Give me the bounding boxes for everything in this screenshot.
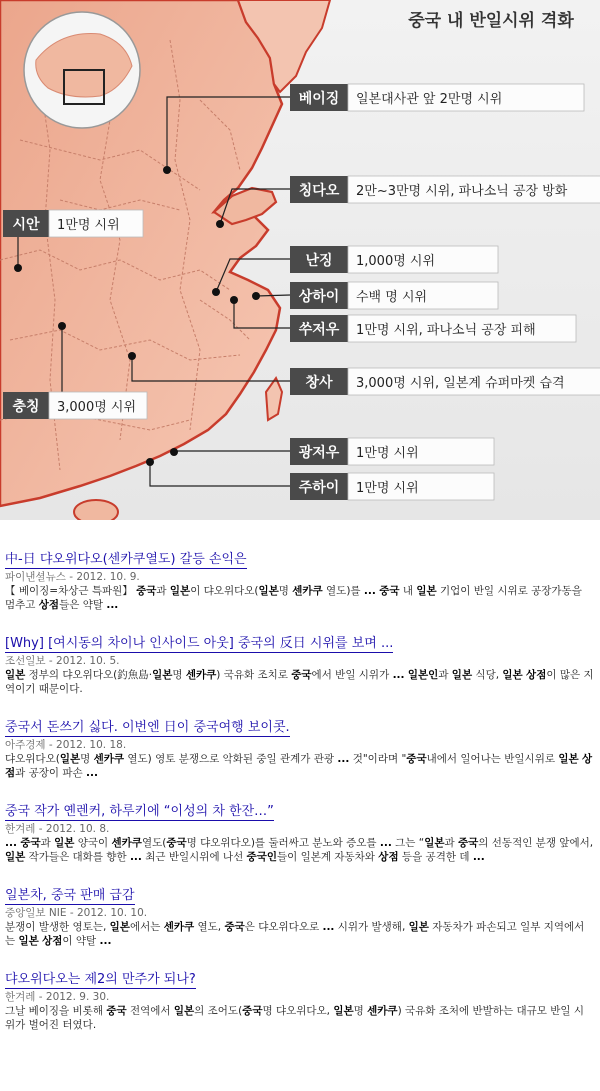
result-item [0,716,600,780]
protest-description: 수백 명 시위 [356,290,428,305]
result-snippet: ... 중국과 일본 양국이 센카쿠열도(중국명 댜오위다오)를 둘러싸고 분노와 증오를 ... 그는 “일본과 중국의 선동적인 분쟁 앞에서, 일본 작가들은 대화를 향한 ... 최근 반일시위에 나선 중국인들이 일본계 자동차와 상점 등을 공격한 데 ... [5,837,594,863]
result-source: 조선일보 - 2012. 10. 5. [5,655,120,667]
city-name: 쑤저우 [298,322,340,338]
protest-description: 1,000명 시위 [356,254,436,269]
city-name: 상하이 [298,289,340,305]
hainan-island [74,500,118,520]
result-snippet: 댜오위다오(일본명 센카쿠 열도) 영토 분쟁으로 악화된 중일 관계가 관광 ... 것"이라며 "중국내에서 일어나는 반일시위로 일본 상점과 공장이 파손 ... [5,753,593,779]
city-name: 칭다오 [298,183,340,199]
city-marker-dot [170,448,178,456]
result-source: 아주경제 - 2012. 10. 18. [5,739,127,751]
city-marker-dot [230,296,238,304]
result-title-link[interactable]: [Why] [여시동의 차이나 인사이드 아웃] 중국의 反日 시위를 보며 ... [5,636,394,651]
city-name: 베이징 [298,91,340,107]
result-item [0,968,600,1032]
city-marker-dot [128,352,136,360]
inset-globe [24,12,140,128]
protest-description: 3,000명 시위 [57,400,137,415]
city-marker-dot [163,166,171,174]
protest-description: 3,000명 시위, 일본계 슈퍼마켓 습격 [356,376,565,391]
result-source: 중앙일보 NIE - 2012. 10. 10. [5,907,148,919]
result-title-link[interactable]: 댜오위다오는 제2의 만주가 되나? [5,972,196,987]
result-item [0,800,600,864]
protest-description: 일본대사관 앞 2만명 시위 [356,92,503,107]
result-snippet: 【 베이징=차상근 특파원】 중국과 일본이 댜오위다오(일본명 센카쿠 열도)를 ... 중국 내 일본 기업이 반일 시위로 공장가동을 멈추고 상점들은 약탈 ... [5,585,582,611]
city-marker-dot [216,220,224,228]
result-item [0,884,600,948]
result-title-link[interactable]: 중국서 돈쓰기 싫다. 이번엔 日이 중국여행 보이콧. [5,720,290,735]
result-title-link[interactable]: 中-日 댜오위다오(센카쿠열도) 갈등 손익은 [5,552,247,567]
result-item [0,632,600,696]
result-item [0,548,600,612]
result-snippet: 일본 정부의 댜오위다오(釣魚島·일본명 센카쿠) 국유화 조치로 중국에서 반일 시위가 ... 일본인과 일본 식당, 일본 상점이 많은 지역이기 때문이다. [5,669,594,695]
city-marker-dot [212,288,220,296]
result-source: 한겨레 - 2012. 9. 30. [5,991,110,1003]
city-marker-dot [146,458,154,466]
city-marker-dot [14,264,22,272]
city-name: 충칭 [12,399,40,415]
protest-description: 2만~3만명 시위, 파나소닉 공장 방화 [356,184,568,199]
city-name: 광저우 [298,445,340,461]
result-snippet: 그날 베이징을 비롯해 중국 전역에서 일본의 조어도(중국명 댜오위다오, 일본명 센카쿠) 국유화 조처에 반발하는 대규모 반일 시위가 벌어진 터였다. [5,1005,584,1031]
result-source: 한겨레 - 2012. 10. 8. [5,823,110,835]
result-source: 파이낸셜뉴스 - 2012. 10. 9. [5,571,140,583]
result-title-link[interactable]: 일본차, 중국 판매 급감 [5,888,135,903]
result-snippet: 분쟁이 발생한 영토는, 일본에서는 센카쿠 열도, 중국은 댜오위다오로 ... 시위가 발생해, 일본 자동차가 파손되고 일부 지역에서는 일본 상점이 약탈 ... [5,921,585,947]
protest-description: 1만명 시위 [356,446,419,461]
result-title-link[interactable]: 중국 작가 옌렌커, 하루키에 “이성의 차 한잔…” [5,804,274,819]
search-results [0,548,600,1052]
city-name: 주하이 [298,480,340,496]
protest-description: 1만명 시위 [356,481,419,496]
city-name: 창사 [305,375,333,391]
protest-description: 1만명 시위, 파나소닉 공장 피해 [356,323,536,338]
protest-description: 1만명 시위 [57,218,120,233]
city-name: 난징 [305,253,333,269]
city-marker-dot [252,292,260,300]
city-marker-dot [58,322,66,330]
city-name: 시안 [12,217,40,233]
protest-map [0,0,600,520]
map-title: 중국 내 반일시위 격화 [408,11,574,31]
